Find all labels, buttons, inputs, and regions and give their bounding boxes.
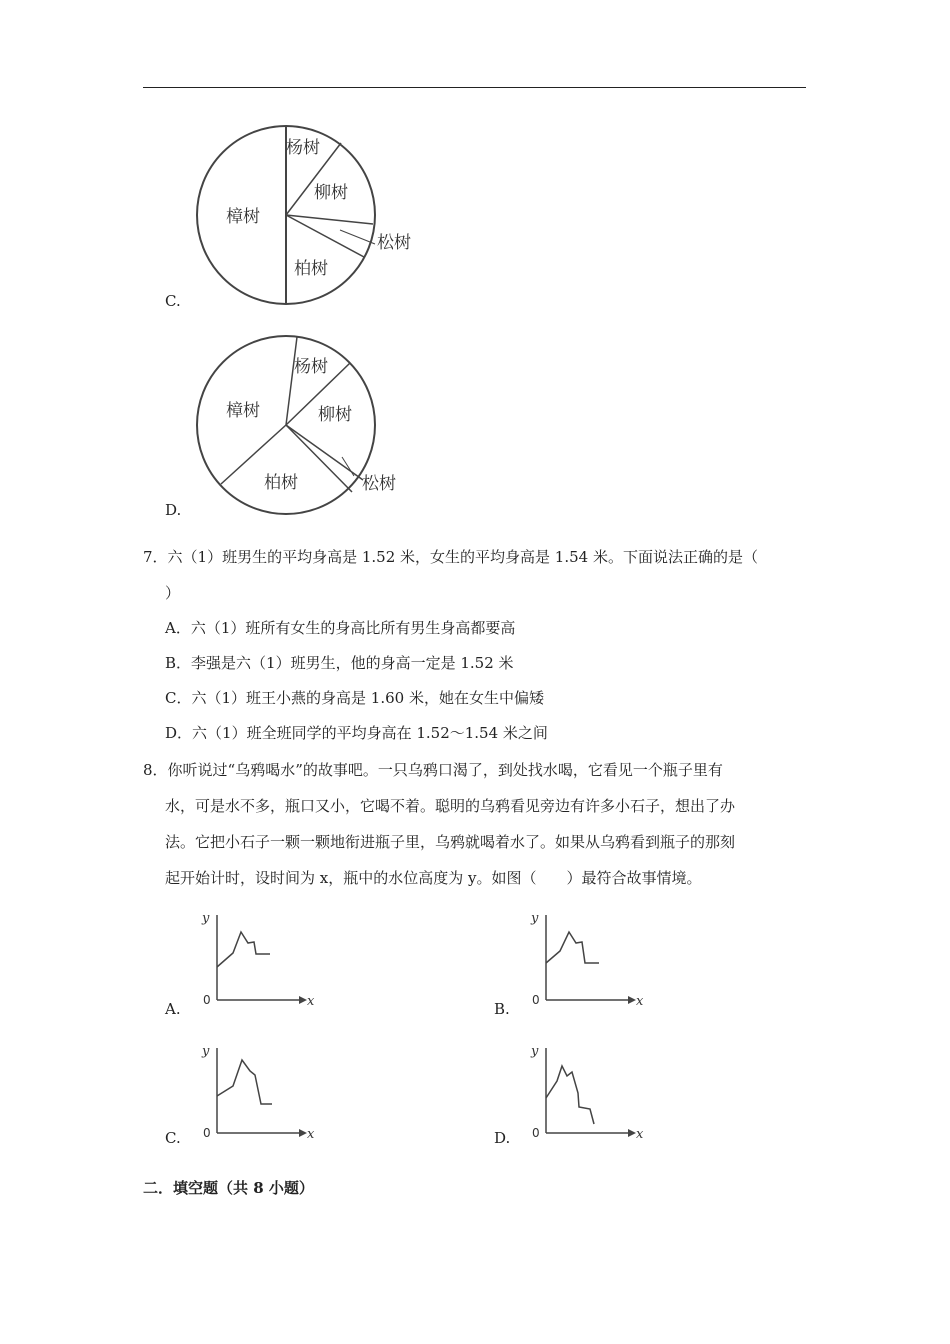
x-axis-label: x [636,994,644,1009]
q7-option-c: C．六（1）班王小燕的身高是 1.60 米，她在女生中偏矮 [165,689,544,707]
pie-c-slice-label: 柏树 [294,259,328,279]
y-axis-label: y [531,1044,539,1059]
q8-option-a: A. [165,1000,181,1018]
option-label-d: D. [165,501,182,519]
pie-chart-d [190,330,430,520]
pie-c-slice-label: 樟树 [226,207,260,227]
y-axis-label: y [531,911,539,926]
q7-option-b: B．李强是六（1）班男生，他的身高一定是 1.52 米 [165,654,514,672]
origin-label: 0 [532,1126,540,1140]
pie-d-slice-label: 柳树 [318,405,352,425]
q7-stem-cont: ） [165,584,181,602]
q8-option-c: C. [165,1129,181,1147]
q8-stem: 8．你听说过“乌鸦喝水”的故事吧。一只乌鸦口渴了，到处找水喝，它看见一个瓶子里有 [143,761,723,779]
y-axis-label: y [202,911,210,926]
q7-option-d: D．六（1）班全班同学的平均身高在 1.52～1.54 米之间 [165,724,548,742]
pie-d-slice-label: 松树 [362,474,396,494]
origin-label: 0 [203,993,211,1007]
option-label-c: C. [165,292,181,310]
pie-c-slice-label: 松树 [377,233,411,253]
graph-b [524,905,649,1015]
graph-a [195,905,320,1015]
graph-c [195,1038,320,1148]
q8-stem-cont: 起开始计时，设时间为 x，瓶中的水位高度为 y。如图（ ）最符合故事情境。 [165,869,702,887]
q7-option-a: A．六（1）班所有女生的身高比所有男生身高都要高 [165,619,516,637]
q8-stem-cont: 水，可是水不多，瓶口又小，它喝不着。聪明的乌鸦看见旁边有许多小石子，想出了办 [165,797,736,815]
pie-d-slice-label: 柏树 [264,473,298,493]
pie-d-slice-label: 樟树 [226,401,260,421]
pie-c-slice-label: 柳树 [314,183,348,203]
pie-d-slice-label: 杨树 [294,357,328,377]
x-axis-label: x [636,1127,644,1142]
x-axis-label: x [307,994,315,1009]
origin-label: 0 [203,1126,211,1140]
x-axis-label: x [307,1127,315,1142]
section-heading: 二．填空题（共 8 小题） [143,1179,314,1197]
q8-option-d: D. [494,1129,511,1147]
q8-stem-cont: 法。它把小石子一颗一颗地衔进瓶子里，乌鸦就喝着水了。如果从乌鸦看到瓶子的那刻 [165,833,736,851]
origin-label: 0 [532,993,540,1007]
q7-stem: 7．六（1）班男生的平均身高是 1.52 米，女生的平均身高是 1.54 米。下面说法正确的是（ [143,548,758,566]
graph-d [524,1038,649,1148]
pie-chart-c [190,120,430,310]
header-rule [143,87,806,88]
pie-c-slice-label: 杨树 [286,138,320,158]
q8-option-b: B. [494,1000,510,1018]
y-axis-label: y [202,1044,210,1059]
